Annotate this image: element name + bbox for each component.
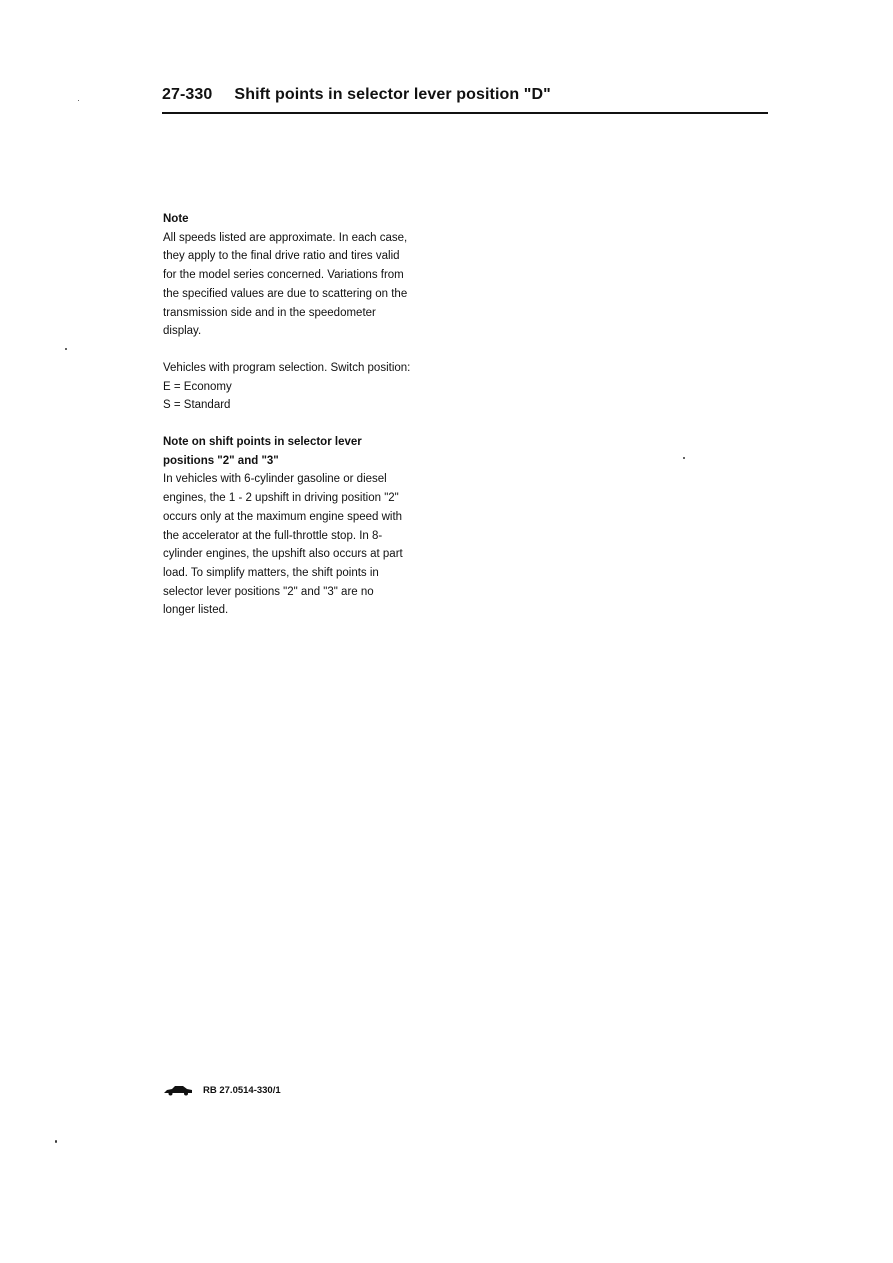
main-content: [163, 210, 463, 620]
header-rule: [162, 112, 768, 114]
shift-note-heading: Note on shift points in selector lever: [163, 436, 362, 449]
shift-note-line: In vehicles with 6-cylinder gasoline or diesel: [163, 473, 387, 486]
shift-note-line: load. To simplify matters, the shift points in: [163, 566, 379, 579]
note-line: for the model series concerned. Variations from: [163, 269, 404, 282]
scan-speck: [55, 1140, 57, 1143]
paragraph-gap: [163, 415, 463, 433]
scan-speck: [78, 100, 79, 101]
note-line: transmission side and in the speedometer: [163, 306, 376, 319]
shift-note-line: cylinder engines, the upshift also occurs at part: [163, 548, 403, 561]
note-line: they apply to the final drive ratio and tires valid: [163, 250, 400, 263]
section-code: 27-330: [162, 86, 213, 103]
document-reference: RB 27.0514-330/1: [203, 1084, 281, 1096]
scan-speck: [683, 457, 685, 459]
program-line: S = Standard: [163, 399, 231, 412]
shift-note-line: selector lever positions "2" and "3" are no: [163, 585, 374, 598]
paragraph-gap: [163, 341, 463, 359]
shift-note-line: the accelerator at the full-throttle stop. In 8-: [163, 529, 383, 542]
section-title: Shift points in selector lever position "D": [234, 86, 551, 103]
shift-note-heading: positions "2" and "3": [163, 454, 279, 467]
note-line: All speeds listed are approximate. In each case,: [163, 231, 408, 244]
shift-note-line: occurs only at the maximum engine speed with: [163, 510, 403, 523]
shift-note-line: engines, the 1 - 2 upshift in driving position "2": [163, 492, 399, 505]
page-footer: [163, 1084, 281, 1096]
page-title: [162, 86, 768, 104]
page-header: [162, 86, 768, 114]
note-heading: Note: [163, 213, 189, 225]
car-icon: [163, 1084, 193, 1096]
note-line: display.: [163, 325, 202, 338]
note-line: the specified values are due to scattering on the: [163, 287, 408, 300]
program-line: E = Economy: [163, 380, 232, 393]
scan-speck: [65, 348, 67, 350]
program-line: Vehicles with program selection. Switch position:: [163, 361, 411, 374]
shift-note-line: longer listed.: [163, 604, 229, 617]
